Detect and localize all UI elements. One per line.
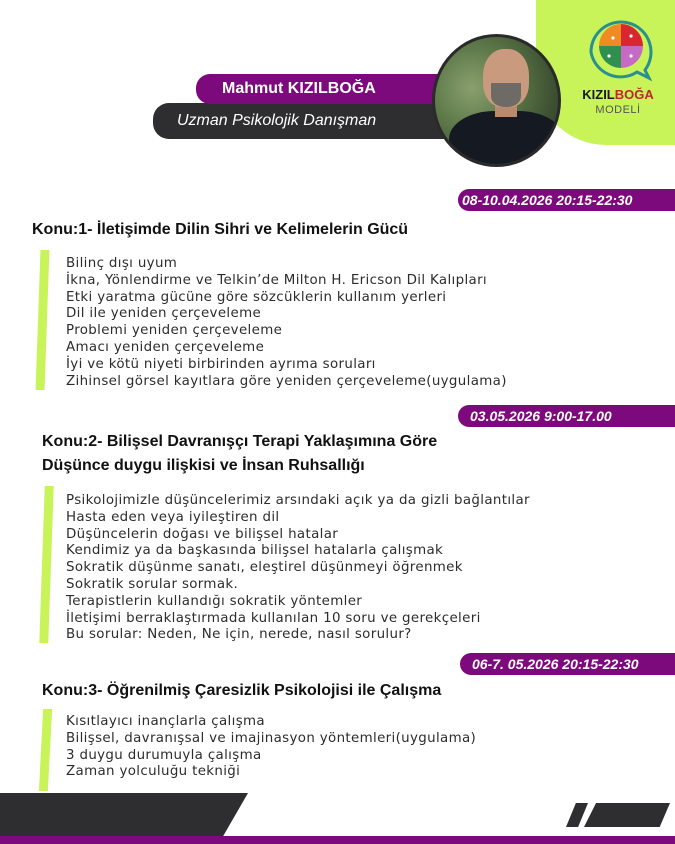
topic-1-title: Konu:1- İletişimde Dilin Sihri ve Kelimelerin Gücü — [32, 221, 409, 238]
list-item: Hasta eden veya iyileştiren dil — [66, 509, 280, 525]
list-item: Bilişsel, davranışsal ve imajinasyon yöntemleri(uygulama) — [66, 730, 477, 746]
logo-subtitle: MODELİ — [595, 104, 641, 116]
list-item: İyi ve kötü niyeti birbirinden ayrıma soruları — [66, 356, 376, 372]
topic-3-date-badge: 06-7. 05.2026 20:15-22:30 — [460, 653, 675, 675]
logo-wordmark — [568, 87, 668, 102]
footer-dark-band — [0, 793, 248, 836]
list-item: Bu sorular: Neden, Ne için, nerede, nasıl sorulur? — [66, 627, 412, 643]
topic-1-item-list — [66, 256, 507, 390]
topic-3-accent-bar — [39, 709, 52, 791]
topic-2-title-line-1: Konu:2- Bilişsel Davranışçı Terapi Yaklaşımına Göre — [42, 433, 438, 450]
presenter-photo — [432, 34, 561, 167]
logo-word-part2: BOĞA — [614, 87, 654, 102]
kizilboga-logo-icon — [583, 12, 661, 84]
logo-word-part1: KIZIL — [582, 87, 615, 102]
list-item: Zaman yolculuğu tekniği — [66, 764, 241, 780]
list-item: Zihinsel görsel kayıtlara göre yeniden çerçeveleme(uygulama) — [66, 373, 507, 389]
list-item: 3 duygu durumuyla çalışma — [66, 747, 262, 763]
list-item: Terapistlerin kullandığı sokratik yöntemler — [66, 593, 363, 609]
photo-shirt — [449, 111, 561, 167]
photo-beard — [491, 83, 521, 107]
list-item: Etki yaratma gücüne göre sözcüklerin kullanım yerleri — [66, 289, 447, 305]
topic-3-item-list — [66, 714, 476, 781]
footer-bar-decoration — [584, 803, 670, 827]
list-item: Dil ile yeniden çerçeveleme — [66, 306, 262, 322]
list-item: Düşüncelerin doğası ve bilişsel hatalar — [66, 526, 339, 542]
footer-purple-strip — [0, 836, 675, 844]
list-item: Bilinç dışı uyum — [66, 256, 178, 271]
list-item: Amacı yeniden çerçeveleme — [66, 339, 265, 355]
list-item: Sokratik sorular sormak. — [66, 576, 239, 592]
topic-2-title — [42, 430, 437, 478]
topic-2-date-badge: 03.05.2026 9:00-17.00 — [458, 405, 675, 427]
list-item: İletişimi berraklaştırmada kullanılan 10 soru ve gerekçeleri — [66, 610, 481, 626]
footer-slash-decoration — [566, 803, 588, 827]
presenter-name: Mahmut KIZILBOĞA — [196, 74, 456, 104]
list-item: Problemi yeniden çerçeveleme — [66, 323, 283, 339]
list-item: Kendimiz ya da başkasında bilişsel hatalarla çalışmak — [66, 543, 444, 559]
list-item: Sokratik düşünme sanatı, eleştirel düşünmeyi öğrenmek — [66, 560, 463, 576]
topic-1-date-badge: 08-10.04.2026 20:15-22:30 — [458, 189, 675, 211]
list-item: İkna, Yönlendirme ve Telkin’de Milton H. Ericson Dil Kalıpları — [66, 272, 487, 288]
topic-2-item-list — [66, 493, 530, 644]
topic-2-title-line-2: Düşünce duygu ilişkisi ve İnsan Ruhsallığı — [42, 457, 365, 474]
topic-2-accent-bar — [39, 486, 53, 643]
list-item: Kısıtlayıcı inançlarla çalışma — [66, 714, 265, 729]
topic-3-title: Konu:3- Öğrenilmiş Çaresizlik Psikolojisi ile Çalışma — [42, 682, 442, 699]
topic-1-accent-bar — [36, 250, 50, 390]
presenter-title: Uzman Psikolojik Danışman — [153, 103, 458, 139]
list-item: Psikolojimizle düşüncelerimiz arsındaki açık ya da gizli bağlantılar — [66, 493, 530, 508]
